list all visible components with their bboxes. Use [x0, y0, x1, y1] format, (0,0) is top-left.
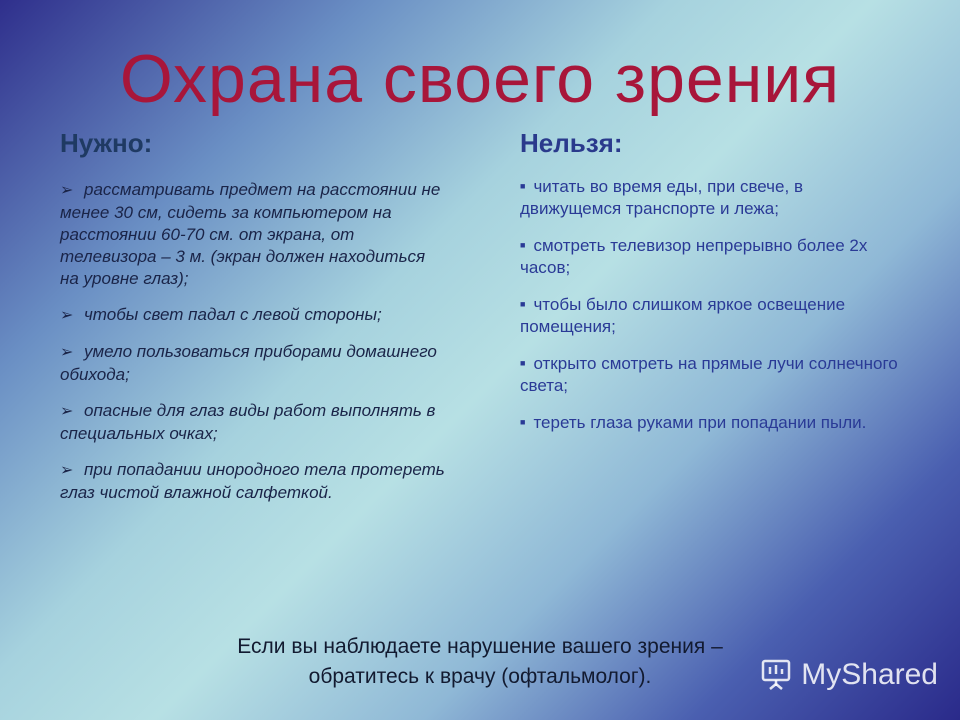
- square-bullet-icon: ■: [520, 240, 526, 250]
- footer-line-2: обратитесь к врачу (офтальмолог).: [308, 665, 652, 688]
- arrow-bullet-icon: ➢: [60, 307, 74, 324]
- slide-title: Охрана своего зрения: [119, 41, 841, 117]
- list-item: ➢ чтобы свет падал с левой стороны;: [60, 304, 445, 327]
- must-not-column: [520, 128, 900, 448]
- list-item: ➢ опасные для глаз виды работ выполнять в специальных очках;: [60, 401, 436, 443]
- list-item: ■ читать во время еды, при свече, в движущемся транспорте и лежа;: [520, 177, 803, 218]
- arrow-bullet-icon: ➢: [60, 344, 74, 361]
- arrow-bullet-icon: ➢: [60, 462, 74, 479]
- must-do-list: [60, 179, 445, 504]
- list-item: ■ открыто смотреть на прямые лучи солнечного света;: [520, 354, 898, 395]
- watermark-text: MyShared: [801, 658, 938, 691]
- must-do-column: [60, 128, 445, 518]
- list-item: ➢ рассматривать предмет на расстоянии не менее 30 см, сидеть за компьютером на расстоянии 60-70 см. от экрана, от телевизора – 3 м. (экран должен находиться на уровне глаз);: [60, 180, 441, 288]
- square-bullet-icon: ■: [520, 181, 526, 191]
- list-item: ■ смотреть телевизор непрерывно более 2х часов;: [520, 236, 868, 277]
- square-bullet-icon: ■: [520, 299, 526, 309]
- presentation-board-icon: [759, 658, 793, 692]
- watermark: [759, 658, 938, 692]
- list-item: ■ тереть глаза руками при попадании пыли.: [520, 413, 867, 432]
- footer-line-1: Если вы наблюдаете нарушение вашего зрения –: [237, 635, 723, 658]
- list-item: ■ чтобы было слишком яркое освещение помещения;: [520, 295, 846, 336]
- arrow-bullet-icon: ➢: [60, 182, 74, 199]
- list-item: ➢ умело пользоваться приборами домашнего обихода;: [60, 342, 437, 384]
- footer-note: [140, 632, 820, 692]
- must-not-heading: Нельзя:: [520, 128, 623, 158]
- must-do-heading: Нужно:: [60, 128, 153, 158]
- square-bullet-icon: ■: [520, 358, 526, 368]
- square-bullet-icon: ■: [520, 417, 526, 427]
- arrow-bullet-icon: ➢: [60, 403, 74, 420]
- must-not-list: [520, 175, 900, 434]
- list-item: ➢ при попадании инородного тела протереть глаз чистой влажной салфеткой.: [60, 460, 445, 502]
